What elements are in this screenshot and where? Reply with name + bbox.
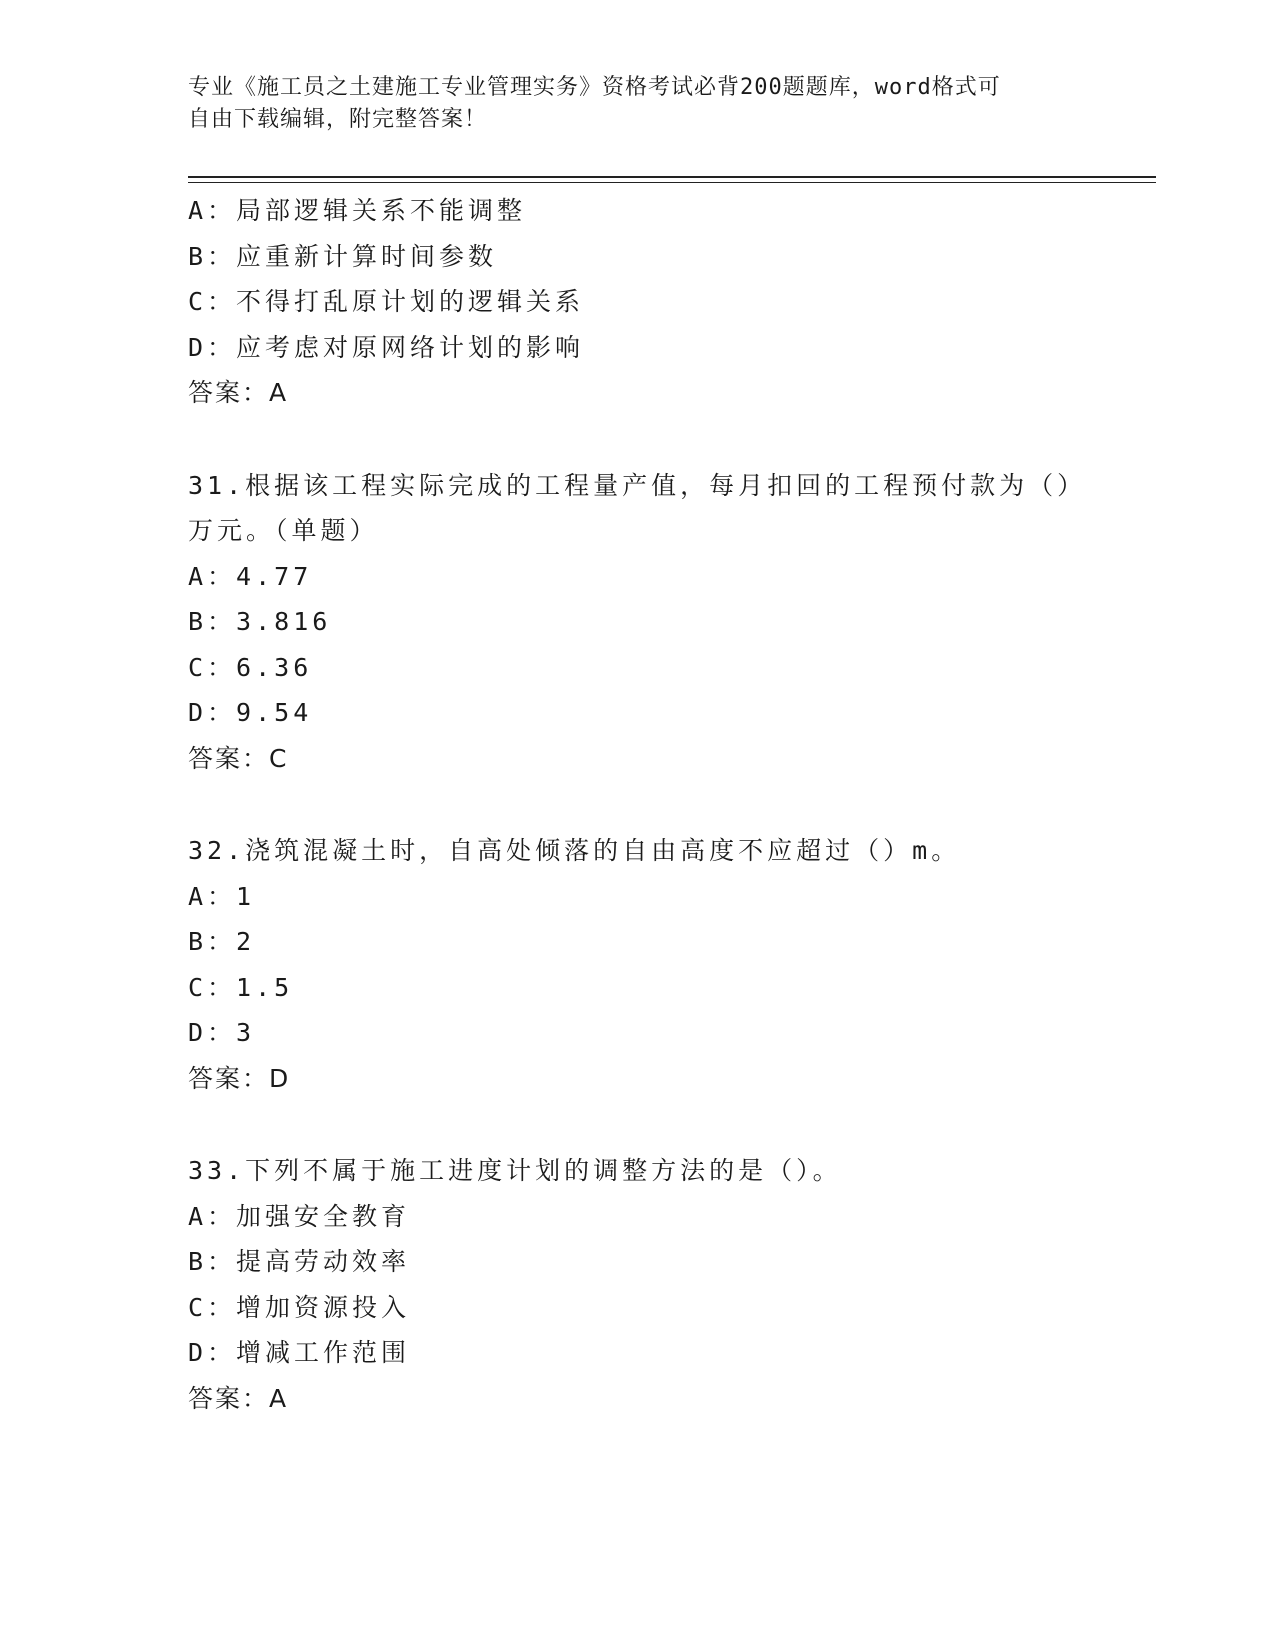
question-block-32 bbox=[188, 828, 1156, 1101]
question-text-line-1: 32.浇筑混凝土时，自高处倾落的自由高度不应超过（）m。 bbox=[188, 836, 961, 865]
question-text-line-1: 31.根据该工程实际完成的工程量产值，每月扣回的工程预付款为（） bbox=[188, 470, 1087, 500]
header-divider-thin bbox=[188, 182, 1156, 183]
option-d: D：应考虑对原网络计划的影响 bbox=[188, 332, 585, 362]
option-b: B：2 bbox=[188, 927, 256, 956]
header-divider-thick bbox=[188, 176, 1156, 178]
option-a: A：4.77 bbox=[188, 561, 313, 591]
question-block-30 bbox=[188, 188, 1156, 416]
option-c: C：不得打乱原计划的逻辑关系 bbox=[188, 287, 585, 316]
question-text-line-1: 33.下列不属于施工进度计划的调整方法的是（）。 bbox=[188, 1156, 842, 1185]
question-block-31 bbox=[188, 463, 1156, 782]
question-text-line-2: 万元。（单题） bbox=[188, 516, 379, 545]
answer-line: 答案：A bbox=[188, 1383, 289, 1413]
answer-line: 答案：A bbox=[188, 378, 289, 407]
option-a: A：1 bbox=[188, 881, 256, 911]
option-b: B：提高劳动效率 bbox=[188, 1247, 411, 1276]
option-a: A：局部逻辑关系不能调整 bbox=[188, 196, 527, 225]
header-line-2: 自由下载编辑，附完整答案！ bbox=[188, 107, 488, 132]
answer-line: 答案：D bbox=[188, 1063, 291, 1093]
option-d: D：9.54 bbox=[188, 698, 313, 727]
header-line-1: 专业《施工员之土建施工专业管理实务》资格考试必背200题题库，word格式可 bbox=[188, 75, 1001, 100]
question-block-33 bbox=[188, 1148, 1156, 1421]
option-b: B：应重新计算时间参数 bbox=[188, 241, 498, 271]
option-c: C：增加资源投入 bbox=[188, 1292, 411, 1322]
option-d: D：增减工作范围 bbox=[188, 1338, 411, 1367]
document-header bbox=[188, 72, 1088, 136]
option-d: D：3 bbox=[188, 1018, 256, 1047]
option-b: B：3.816 bbox=[188, 607, 332, 636]
option-a: A：加强安全教育 bbox=[188, 1201, 411, 1231]
question-content bbox=[188, 188, 1156, 1421]
option-c: C：6.36 bbox=[188, 652, 313, 682]
answer-line: 答案：C bbox=[188, 743, 289, 773]
option-c: C：1.5 bbox=[188, 972, 294, 1002]
